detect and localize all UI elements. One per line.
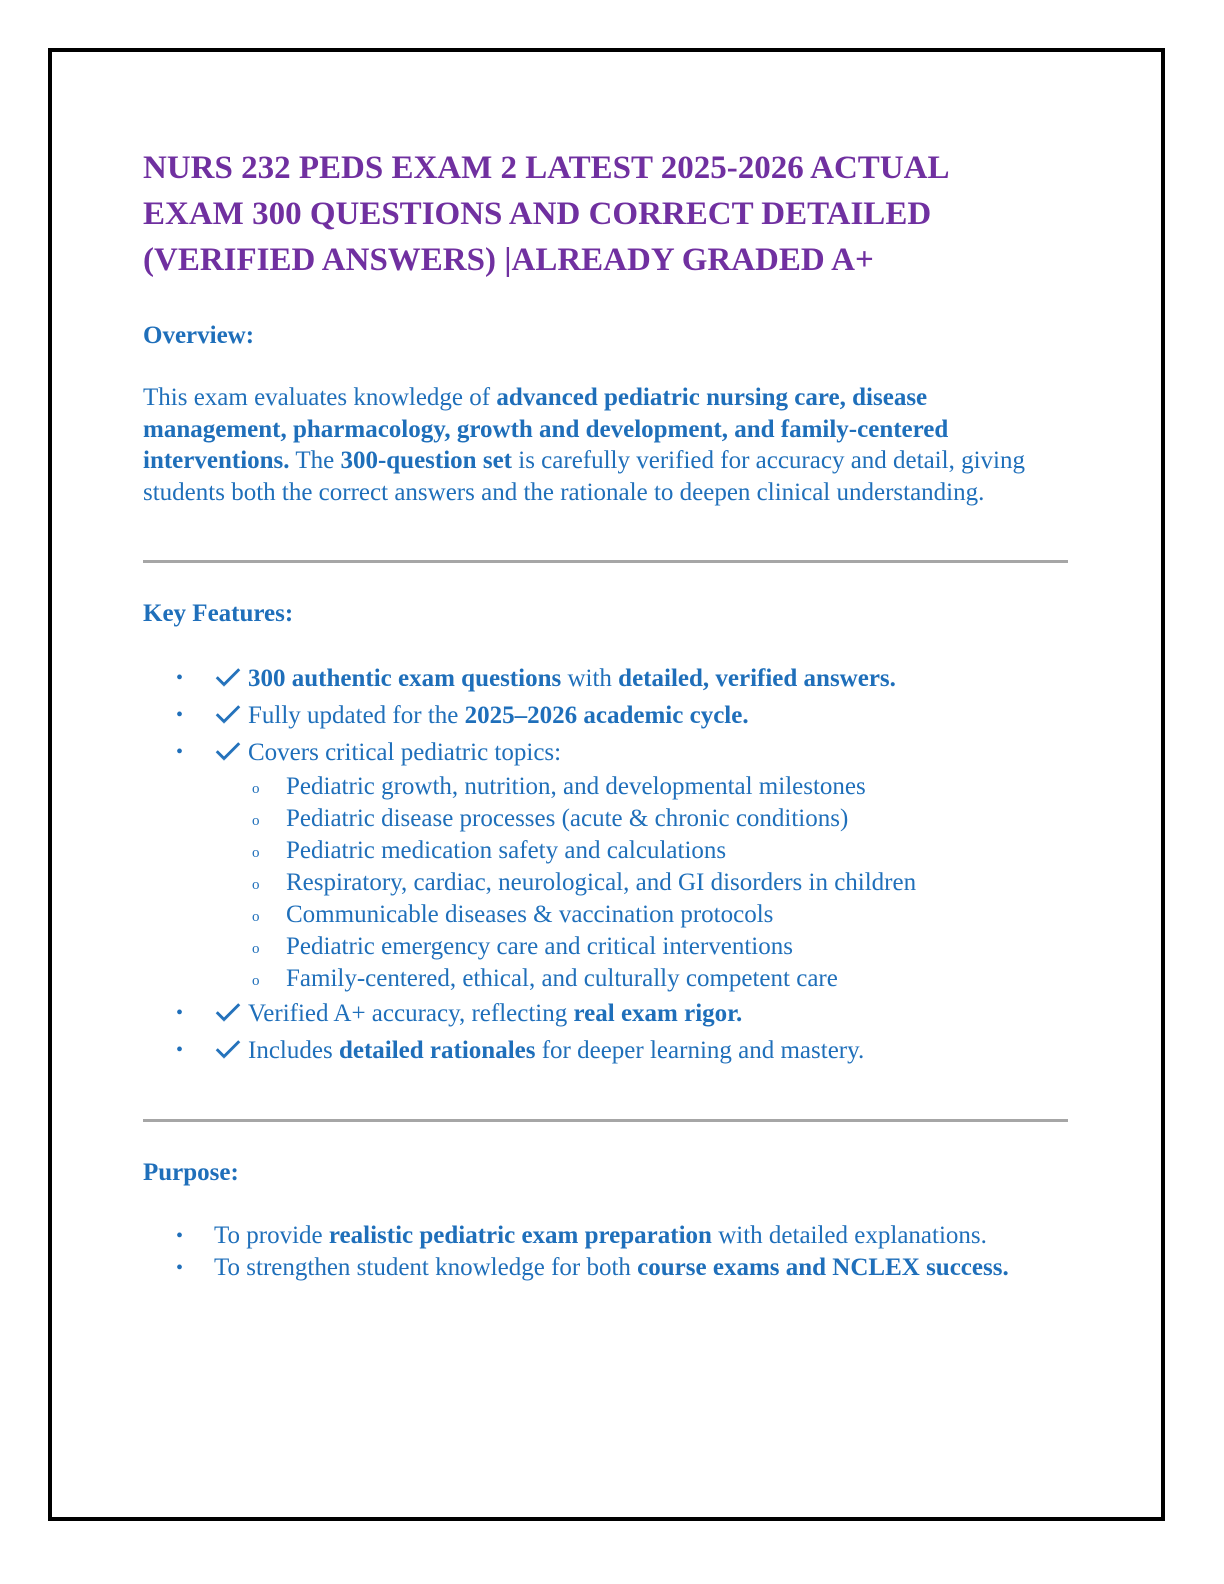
- purpose-1-bold-1: realistic pediatric exam preparation: [328, 1222, 712, 1249]
- title-line-2: EXAM 300 QUESTIONS AND CORRECT DETAILED: [143, 196, 932, 232]
- purpose-2-bold-1: course exams and NCLEX success.: [637, 1254, 1009, 1281]
- list-item: o Communicable diseases & vaccination protocols: [214, 899, 1068, 931]
- overview-text-1: This exam evaluates knowledge of: [143, 384, 497, 411]
- document-title: [143, 145, 1068, 283]
- overview-text-2: The: [289, 447, 341, 474]
- list-item: [143, 995, 1068, 1032]
- purpose-heading: Purpose:: [143, 1159, 239, 1186]
- feature-5-text-2: for deeper learning and mastery.: [535, 1037, 865, 1064]
- list-item: o Family-centered, ethical, and culturally competent care: [214, 963, 1068, 995]
- list-item: [143, 1252, 1068, 1284]
- overview-bold-2: 300-question set: [340, 447, 512, 474]
- overview-text-3: is carefully verified for accuracy and detail, giving students both the correct answers and the rationale to deepen clinical understanding.: [143, 447, 1025, 506]
- feature-1-bold-2: detailed, verified answers.: [618, 665, 896, 692]
- feature-4-text-1: Verified A+ accuracy, reflecting: [248, 1000, 574, 1027]
- list-item: o Respiratory, cardiac, neurological, and GI disorders in children: [214, 867, 1068, 899]
- feature-5-text-1: Includes: [248, 1037, 339, 1064]
- feature-1-bold-1: 300 authentic exam questions: [248, 665, 562, 692]
- list-item: o Pediatric medication safety and calculations: [214, 835, 1068, 867]
- title-line-3: (VERIFIED ANSWERS) |ALREADY GRADED A+: [143, 242, 874, 278]
- feature-1-text-1: with: [561, 665, 619, 692]
- key-features-heading: Key Features:: [143, 600, 294, 627]
- feature-2-bold-1: 2025–2026 academic cycle.: [464, 702, 749, 729]
- check-mark-icon: [214, 666, 242, 688]
- feature-3-text-1: Covers critical pediatric topics:: [248, 739, 562, 766]
- purpose-2-text-1: To strengthen student knowledge for both: [214, 1254, 638, 1281]
- list-item: [143, 1032, 1068, 1069]
- document-body: [143, 145, 1068, 1284]
- topics-sublist: [214, 771, 1068, 995]
- list-item: o Pediatric disease processes (acute & chronic conditions): [214, 803, 1068, 835]
- purpose-list: [143, 1220, 1068, 1284]
- check-mark-icon: [214, 1001, 242, 1023]
- list-item: o Pediatric emergency care and critical interventions: [214, 931, 1068, 963]
- overview-bold-1: advanced pediatric nursing care, disease management, pharmacology, growth and development, and family-centered interventions.: [143, 384, 949, 474]
- list-item: [143, 734, 1068, 995]
- purpose-1-text-1: To provide: [214, 1222, 329, 1249]
- check-mark-icon: [214, 703, 242, 725]
- list-item: o Pediatric growth, nutrition, and developmental milestones: [214, 771, 1068, 803]
- list-item: [143, 1220, 1068, 1252]
- overview-paragraph: [143, 382, 1068, 508]
- title-line-1: NURS 232 PEDS EXAM 2 LATEST 2025-2026 ACTUAL: [143, 150, 950, 186]
- check-mark-icon: [214, 1038, 242, 1060]
- feature-2-text-1: Fully updated for the: [248, 702, 465, 729]
- check-mark-icon: [214, 740, 242, 762]
- overview-heading: Overview:: [143, 322, 255, 349]
- list-item: [143, 660, 1068, 697]
- list-item: [143, 697, 1068, 734]
- feature-4-bold-1: real exam rigor.: [573, 1000, 743, 1027]
- purpose-1-text-2: with detailed explanations.: [711, 1222, 987, 1249]
- feature-5-bold-1: detailed rationales: [338, 1037, 536, 1064]
- key-features-list: [143, 660, 1068, 1069]
